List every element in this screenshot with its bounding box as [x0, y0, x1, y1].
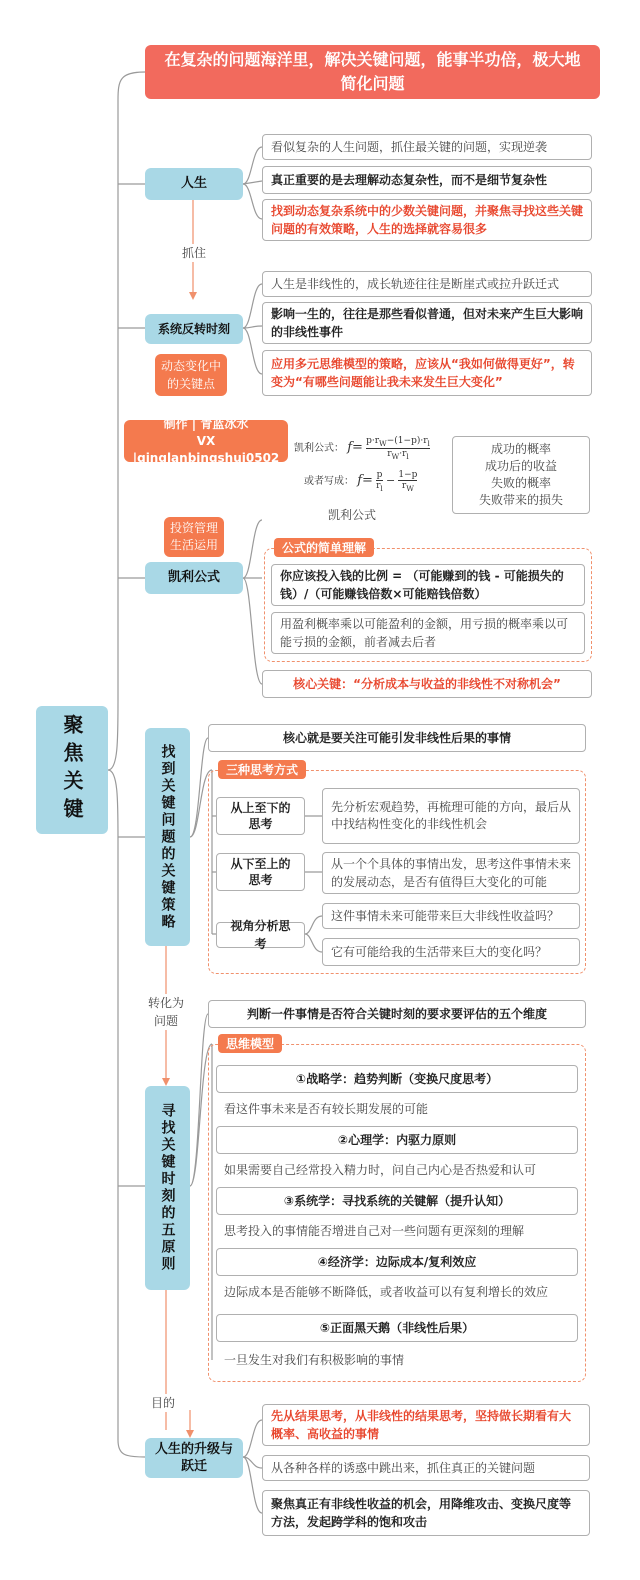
reversal-node[interactable] — [145, 314, 243, 344]
way-top-down[interactable]: 从上至下的思考 — [216, 797, 305, 835]
header-text: 在复杂的问题海洋里，解决关键问题，能事半功倍，极大地简化问题 — [164, 50, 581, 93]
principles-node[interactable] — [145, 1086, 190, 1290]
reversal-item-2: 影响一生的，往往是那些看似普通，但对未来产生巨大影响的非线性事件 — [262, 302, 592, 344]
header-banner — [145, 45, 600, 99]
principles-tag: 思维模型 — [218, 1034, 282, 1053]
principles-intro: 判断一件事情是否符合关键时刻的要求要评估的五个维度 — [208, 1000, 586, 1028]
strategy-ways-tag: 三种思考方式 — [218, 760, 306, 779]
way-top-down-desc: 先分析宏观趋势，再梳理可能的方向，最后从中找结构性变化的非线性机会 — [322, 788, 580, 844]
reversal-tag: 动态变化中的关键点 — [155, 354, 227, 396]
upgrade-item-3: 聚焦真正有非线性收益的机会，用降维攻击、变换尺度等方法，发起跨学科的饱和攻击 — [262, 1490, 590, 1536]
principles-link-label: 目的 — [146, 1394, 180, 1412]
reversal-item-3: 应用多元思维模型的策略，应该从“我如何做得更好”，转变为“有哪些问题能让我未来发生巨大变化” — [262, 350, 592, 396]
upgrade-item-1: 先从结果思考，从非线性的结果思考，坚持做长期看有大概率、高收益的事情 — [262, 1404, 590, 1446]
principle-4-desc: 边际成本是否能够不断降低，或者收益可以有复利增长的效应 — [224, 1285, 549, 1299]
strategy-node[interactable] — [145, 728, 190, 946]
strategy-link-label: 转化为问题 — [147, 996, 184, 1028]
upgrade-item-2: 从各种各样的诱惑中跳出来，抓住真正的关键问题 — [262, 1455, 590, 1481]
upgrade-node[interactable] — [145, 1438, 243, 1478]
kelly-formula-line-1: 凯利公式： f= $\frac{p\cdot r_W-(1-p)\cdot r_l}{r_W\cdot r_l}$ — [294, 436, 430, 461]
strategy-core: 核心就是要关注可能引发非线性后果的事情 — [208, 724, 586, 752]
upgrade-label: 人生的升级与跃迁 — [154, 1442, 233, 1474]
principle-3-title[interactable]: ③系统学：寻找系统的关键解（提升认知） — [216, 1187, 578, 1215]
kelly-formula-line-2: 或者写成： f= $\frac{p}{r_l}$ − $\frac{1-p}{r_W}$ — [304, 470, 418, 493]
way-perspective[interactable]: 视角分析思考 — [216, 922, 305, 948]
kelly-tag: 投资管理生活运用 — [164, 517, 224, 557]
life-label: 人生 — [180, 176, 207, 191]
reversal-item-1: 人生是非线性的，成长轨迹往往是断崖式或拉升跃迁式 — [262, 271, 592, 297]
kelly-formula-caption: 凯利公式 — [327, 508, 376, 522]
life-item-1: 看似复杂的人生问题，抓住最关键的问题，实现逆袭 — [262, 134, 592, 160]
life-item-2: 真正重要的是去理解动态复杂性，而不是细节复杂性 — [262, 166, 592, 194]
principle-3-desc: 思考投入的事情能否增进自己对一些问题有更深刻的理解 — [224, 1224, 525, 1238]
kelly-var-4: 失败带来的损失 — [478, 493, 563, 507]
credit-line-1: 制作 | 青蓝冰水 — [163, 416, 249, 431]
root-node[interactable] — [36, 706, 108, 834]
principle-4-title[interactable]: ④经济学：边际成本/复利效应 — [216, 1248, 578, 1276]
kelly-variables — [452, 436, 590, 514]
kelly-node[interactable] — [145, 562, 243, 594]
credit-line-2: VX |qinglanbingshui0502 — [132, 433, 280, 465]
kelly-label: 凯利公式 — [167, 570, 220, 585]
kelly-simple-tag: 公式的简单理解 — [274, 538, 374, 557]
reversal-label: 系统反转时刻 — [157, 322, 230, 336]
principle-1-title[interactable]: ①战略学：趋势判断（变换尺度思考） — [216, 1065, 578, 1093]
kelly-formula-image — [290, 426, 430, 498]
root-label: 聚焦关键 — [60, 714, 84, 826]
kelly-var-3: 失败的概率 — [490, 476, 551, 490]
principle-5-title[interactable]: ⑤正面黑天鹅（非线性后果） — [216, 1314, 578, 1342]
kelly-core: 核心关键：“分析成本与收益的非线性不对称机会” — [262, 670, 592, 698]
way-perspective-desc-2: 它有可能给我的生活带来巨大的变化吗？ — [322, 938, 580, 966]
kelly-simple-item-1: 你应该投入钱的比例 = （可能赚到的钱 - 可能损失的钱）/（可能赚钱倍数×可能赔钱倍数） — [271, 564, 585, 606]
principle-2-desc: 如果需要自己经常投入精力时，问自己内心是否热爱和认可 — [224, 1163, 537, 1177]
life-item-3: 找到动态复杂系统中的少数关键问题，并聚焦寻找这些关键问题的有效策略，人生的选择就容易很多 — [262, 199, 592, 241]
principle-2-title[interactable]: ②心理学：内驱力原则 — [216, 1126, 578, 1154]
life-link-label: 抓住 — [176, 244, 212, 262]
kelly-simple-item-2: 用盈利概率乘以可能盈利的金额，用亏损的概率乘以可能亏损的金额，前者减去后者 — [271, 612, 585, 654]
kelly-var-2: 成功后的收益 — [484, 459, 557, 473]
principle-5-desc: 一旦发生对我们有积极影响的事情 — [224, 1353, 405, 1367]
life-node[interactable] — [145, 168, 243, 200]
principles-label: 寻找关键时刻的五原则 — [159, 1103, 176, 1273]
principle-1-desc: 看这件事未来是否有较长期发展的可能 — [224, 1102, 429, 1116]
way-perspective-desc-1: 这件事情未来可能带来巨大非线性收益吗？ — [322, 903, 580, 929]
kelly-var-1: 成功的概率 — [490, 442, 551, 456]
way-bottom-up-desc: 从一个个具体的事情出发，思考这件事情未来的发展动态，是否有值得巨大变化的可能 — [322, 852, 580, 894]
strategy-label: 找到关键问题的关键策略 — [159, 743, 176, 931]
credit-box — [124, 416, 288, 465]
way-bottom-up[interactable]: 从下至上的思考 — [216, 853, 305, 891]
